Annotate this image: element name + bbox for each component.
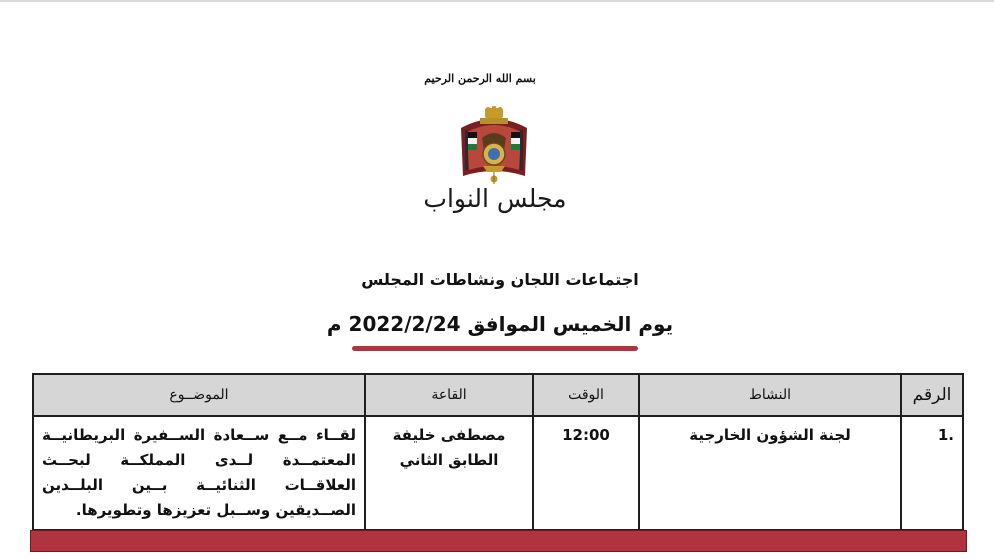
row-subject: لقــاء مــع ســعادة الســفيرة البريطانيــة المعتمــدة لــدى المملكــة لبحــث العلاقــات الثنائيــة بــين البلــدين الصــديقين وســبل تعزيزها وتطويرها. [33,416,365,530]
header-activity: النشاط [639,374,901,416]
row-activity: لجنة الشؤون الخارجية [639,416,901,530]
header-number: الرقم [901,374,963,416]
header-hall: القاعة [365,374,533,416]
schedule-table [32,373,964,531]
page-title: اجتماعات اللجان ونشاطات المجلس [361,270,639,289]
date-heading: يوم الخميس الموافق 2022/2/24 م [326,312,674,336]
row-number [901,416,963,530]
row-time: 12:00 [533,416,639,530]
row-number-text: 1. [937,426,954,444]
hall-name: مصطفى خليفة [392,426,506,444]
date-underline [352,346,638,351]
header-subject: الموضــوع [33,374,365,416]
top-divider [0,0,994,2]
institution-logotype: مجلس النواب [423,184,567,213]
jordan-coat-of-arms-icon [455,106,533,186]
basmala-text: بسم الله الرحمن الرحيم [424,72,536,85]
row-hall [365,416,533,530]
footer-accent-bar [30,530,967,552]
hall-floor: الطابق الثاني [399,451,499,469]
table-header-row [33,374,963,416]
table-row [33,416,963,530]
header-time: الوقت [533,374,639,416]
